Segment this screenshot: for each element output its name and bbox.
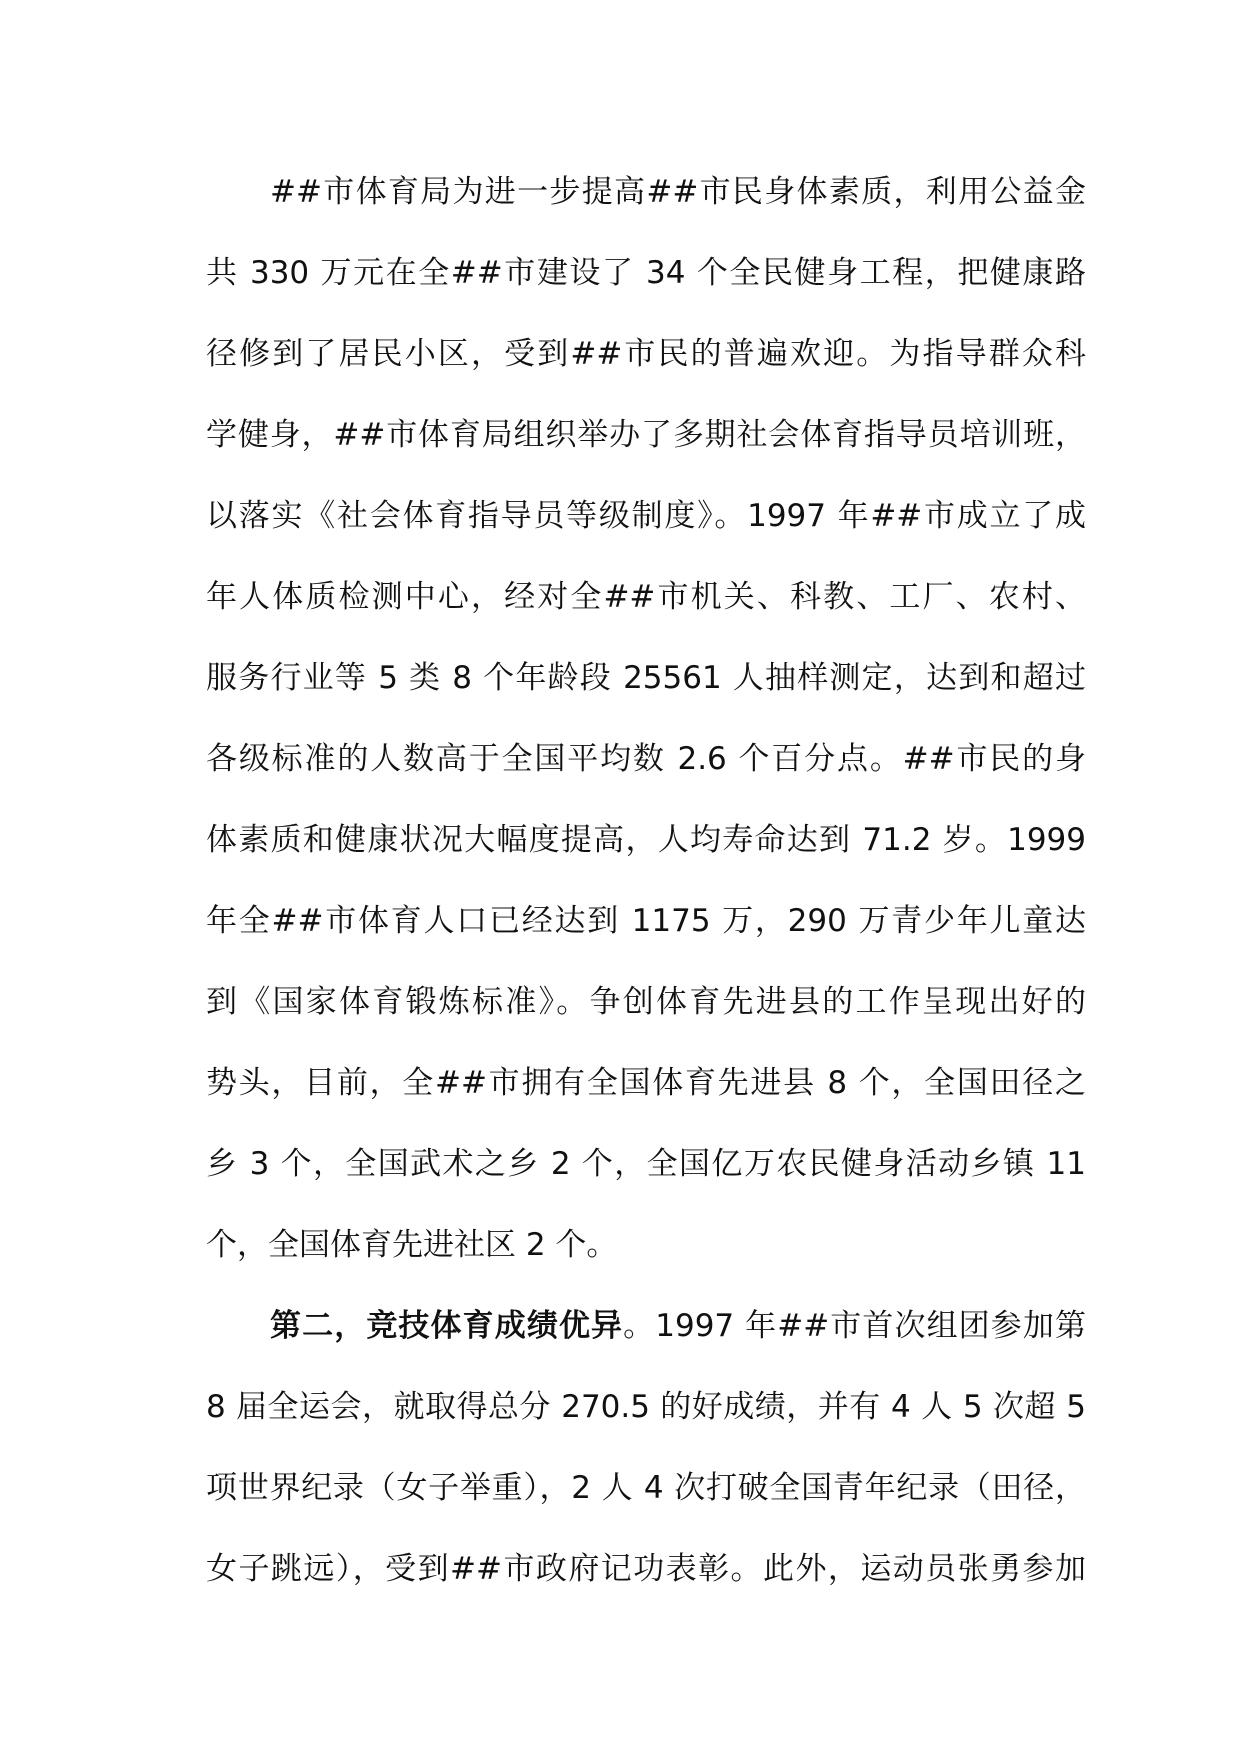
paragraph-1-line-12: 势头，目前，全##市拥有全国体育先进县 8 个，全国田径之 bbox=[206, 1065, 1086, 1101]
paragraph-1-line-2: 共 330 万元在全##市建设了 34 个全民健身工程，把健康路 bbox=[206, 255, 1086, 291]
paragraph-1-line-11: 到《国家体育锻炼标准》。争创体育先进县的工作呈现出好的 bbox=[206, 984, 1086, 1020]
paragraph-2-line-3: 项世界纪录（女子举重），2 人 4 次打破全国青年纪录（田径， bbox=[206, 1470, 1086, 1506]
paragraph-2-line-4: 女子跳远），受到##市政府记功表彰。此外，运动员张勇参加 bbox=[206, 1551, 1086, 1587]
paragraph-1-line-14: 个，全国体育先进社区 2 个。 bbox=[206, 1227, 618, 1263]
paragraph-2-line-1 bbox=[206, 1296, 1086, 1377]
paragraph-1-line-9: 体素质和健康状况大幅度提高，人均寿命达到 71.2 岁。1999 bbox=[206, 822, 1086, 858]
paragraph-1-line-10: 年全##市体育人口已经达到 1175 万，290 万青少年儿童达 bbox=[206, 903, 1086, 939]
paragraph-1-line-7: 服务行业等 5 类 8 个年龄段 25561 人抽样测定，达到和超过 bbox=[206, 660, 1086, 696]
paragraph-1-line-3: 径修到了居民小区，受到##市民的普遍欢迎。为指导群众科 bbox=[206, 336, 1086, 372]
paragraph-1-line-1: ##市体育局为进一步提高##市民身体素质，利用公益金 bbox=[270, 174, 1086, 210]
paragraph-1-line-5: 以落实《社会体育指导员等级制度》。1997 年##市成立了成 bbox=[206, 498, 1086, 534]
paragraph-2-line-1-text: 。1997 年##市首次组团参加第 bbox=[623, 1308, 1086, 1344]
paragraph-1-line-8: 各级标准的人数高于全国平均数 2.6 个百分点。##市民的身 bbox=[206, 741, 1086, 777]
paragraph-1-line-6: 年人体质检测中心，经对全##市机关、科教、工厂、农村、 bbox=[206, 579, 1086, 615]
body-text bbox=[206, 162, 1086, 1620]
section-heading: 第二，竞技体育成绩优异 bbox=[270, 1308, 624, 1344]
paragraph-1-line-13: 乡 3 个，全国武术之乡 2 个，全国亿万农民健身活动乡镇 11 bbox=[206, 1146, 1086, 1182]
paragraph-2-line-2: 8 届全运会，就取得总分 270.5 的好成绩，并有 4 人 5 次超 5 bbox=[206, 1389, 1086, 1425]
paragraph-1-line-4: 学健身，##市体育局组织举办了多期社会体育指导员培训班， bbox=[206, 417, 1086, 453]
